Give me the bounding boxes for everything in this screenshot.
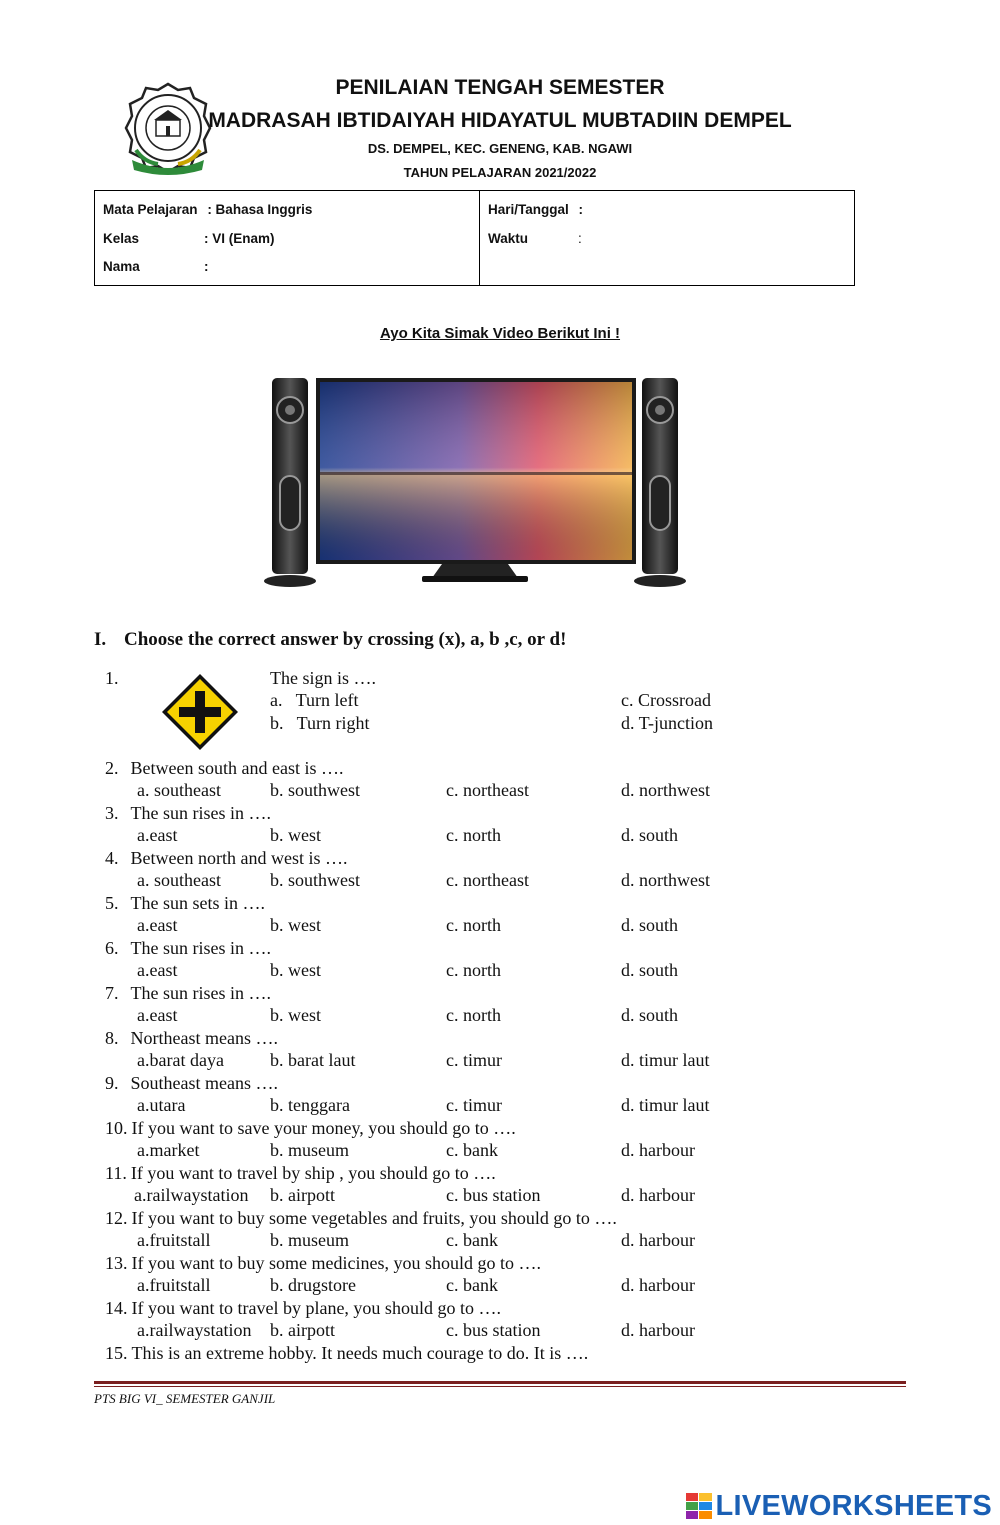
question-14 [105,1298,501,1319]
liveworksheets-wordmark: LIVEWORKSHEETS [715,1489,992,1522]
question-7-option-b[interactable]: b. west [270,1005,321,1025]
question-9-option-b[interactable]: b. tenggara [270,1095,350,1115]
question-text: Northeast means …. [130,1028,278,1048]
question-text: Between south and east is …. [130,758,344,778]
question-3-option-a[interactable]: a.east [137,825,178,845]
question-14-option-b[interactable]: b. airpott [270,1320,335,1340]
question-8 [105,1028,278,1049]
question-8-option-b[interactable]: b. barat laut [270,1050,356,1070]
question-9-option-d[interactable]: d. timur laut [621,1095,710,1115]
question-3-option-b[interactable]: b. west [270,825,321,845]
day-label: Hari/Tanggal [488,202,569,217]
day-row [488,202,583,217]
footer-text: PTS BIG VI_ SEMESTER GANJIL [94,1391,276,1406]
question-13-option-a[interactable]: a.fruitstall [137,1275,211,1295]
exam-title: PENILAIAN TENGAH SEMESTER [335,76,665,99]
question-10-option-b[interactable]: b. museum [270,1140,349,1160]
question-number: 2. [105,758,119,778]
liveworksheets-icon [686,1493,712,1519]
day-value: : [578,202,584,217]
question-12 [105,1208,617,1229]
question-2-option-d[interactable]: d. northwest [621,780,710,800]
question-9 [105,1073,278,1094]
question-1-text: The sign is …. [270,668,376,688]
question-15 [105,1343,588,1364]
question-11 [105,1163,496,1184]
question-10-option-a[interactable]: a.market [137,1140,200,1160]
question-14-option-d[interactable]: d. harbour [621,1320,695,1340]
question-4-option-d[interactable]: d. northwest [621,870,710,890]
question-1-option-d[interactable]: d. T-junction [621,713,714,733]
name-label: Nama [103,259,140,274]
question-3-option-d[interactable]: d. south [621,825,679,845]
question-2-option-b[interactable]: b. southwest [270,780,360,800]
question-text: This is an extreme hobby. It needs much courage to do. It is …. [131,1343,589,1363]
question-12-option-a[interactable]: a.fruitstall [137,1230,211,1250]
question-2-option-c[interactable]: c. northeast [446,780,529,800]
question-7-option-a[interactable]: a.east [137,1005,178,1025]
section-instruction: Choose the correct answer by crossing (x), a, b ,c, or d! [124,629,567,650]
question-text: If you want to buy some medicines, you should go to …. [131,1253,541,1273]
question-6-option-d[interactable]: d. south [621,960,679,980]
question-8-option-c[interactable]: c. timur [446,1050,502,1070]
class-row [103,231,275,246]
question-text: The sun rises in …. [130,803,271,823]
school-address: DS. DEMPEL, KEC. GENENG, KAB. NGAWI [367,141,633,156]
question-13 [105,1253,541,1274]
name-value: : [204,259,209,274]
question-7-option-d[interactable]: d. south [621,1005,679,1025]
question-7-option-c[interactable]: c. north [446,1005,501,1025]
question-5-option-c[interactable]: c. north [446,915,501,935]
question-1-option-b[interactable]: b. Turn right [270,713,370,733]
question-text: The sun rises in …. [130,983,271,1003]
subject-row [103,202,312,217]
question-4 [105,848,347,869]
video-caption: Ayo Kita Simak Video Berikut Ini ! [379,325,621,342]
subject-value: : Bahasa Inggris [207,202,313,217]
section-number: I. [94,629,107,650]
question-number: 6. [105,938,119,958]
section-heading [94,629,566,651]
question-number: 3. [105,803,119,823]
question-2 [105,758,343,779]
question-text: The sun rises in …. [130,938,271,958]
question-number: 11. [105,1163,127,1183]
question-11-option-b[interactable]: b. airpott [270,1185,335,1205]
time-label: Waktu [488,231,528,246]
question-11-option-a[interactable]: a.railwaystation [134,1185,249,1205]
question-14-option-a[interactable]: a.railwaystation [137,1320,252,1340]
question-5-option-a[interactable]: a.east [137,915,178,935]
question-12-option-d[interactable]: d. harbour [621,1230,695,1250]
question-4-option-c[interactable]: c. northeast [446,870,529,890]
question-12-option-c[interactable]: c. bank [446,1230,498,1250]
question-text: If you want to save your money, you should go to …. [131,1118,516,1138]
question-2-option-a[interactable]: a. southeast [137,780,221,800]
question-4-option-a[interactable]: a. southeast [137,870,221,890]
question-6 [105,938,271,959]
question-number: 10. [105,1118,128,1138]
school-year: TAHUN PELAJARAN 2021/2022 [403,165,597,180]
time-value: : [578,231,582,246]
info-box-divider [479,191,480,285]
question-11-option-c[interactable]: c. bus station [446,1185,541,1205]
question-4-option-b[interactable]: b. southwest [270,870,360,890]
question-8-option-d[interactable]: d. timur laut [621,1050,710,1070]
liveworksheets-logo[interactable] [686,1488,993,1524]
tv-video-image[interactable] [262,376,688,590]
question-13-option-d[interactable]: d. harbour [621,1275,695,1295]
class-label: Kelas [103,231,140,246]
question-11-option-d[interactable]: d. harbour [621,1185,695,1205]
question-9-option-a[interactable]: a.utara [137,1095,186,1115]
student-info-box [94,190,855,286]
question-text: Between north and west is …. [130,848,348,868]
question-10-option-d[interactable]: d. harbour [621,1140,695,1160]
question-number: 7. [105,983,119,1003]
question-number: 14. [105,1298,128,1318]
class-value: : VI (Enam) [204,231,275,246]
question-1-option-c[interactable]: c. Crossroad [621,690,711,710]
footer-rule-thin [94,1386,906,1387]
question-9-option-c[interactable]: c. timur [446,1095,502,1115]
question-5-option-b[interactable]: b. west [270,915,321,935]
question-text: Southeast means …. [130,1073,278,1093]
question-6-option-c[interactable]: c. north [446,960,501,980]
question-6-option-b[interactable]: b. west [270,960,321,980]
school-name: MADRASAH IBTIDAIYAH HIDAYATUL MUBTADIIN DEMPEL [208,109,792,132]
time-row [488,231,582,246]
question-3 [105,803,271,824]
subject-label: Mata Pelajaran [103,202,198,217]
question-5-option-d[interactable]: d. south [621,915,679,935]
footer-rule [94,1381,906,1384]
question-number: 13. [105,1253,128,1273]
name-row [103,259,209,274]
question-10 [105,1118,516,1139]
question-7 [105,983,271,1004]
question-text: If you want to buy some vegetables and fruits, you should go to …. [131,1208,617,1228]
question-14-option-c[interactable]: c. bus station [446,1320,541,1340]
question-13-option-c[interactable]: c. bank [446,1275,498,1295]
question-text: If you want to travel by plane, you should go to …. [131,1298,501,1318]
question-6-option-a[interactable]: a.east [137,960,178,980]
question-3-option-c[interactable]: c. north [446,825,501,845]
question-number: 12. [105,1208,128,1228]
question-12-option-b[interactable]: b. museum [270,1230,349,1250]
question-number: 9. [105,1073,119,1093]
question-1-number: 1. [105,668,119,688]
question-number: 8. [105,1028,119,1048]
question-text: The sun sets in …. [130,893,265,913]
crossroad-sign-icon [160,672,240,752]
question-1-option-a[interactable]: a. Turn left [270,690,359,710]
question-number: 5. [105,893,119,913]
question-5 [105,893,265,914]
question-number: 4. [105,848,119,868]
question-8-option-a[interactable]: a.barat daya [137,1050,224,1070]
question-number: 15. [105,1343,128,1363]
question-10-option-c[interactable]: c. bank [446,1140,498,1160]
question-text: If you want to travel by ship , you should go to …. [130,1163,496,1183]
question-13-option-b[interactable]: b. drugstore [270,1275,356,1295]
